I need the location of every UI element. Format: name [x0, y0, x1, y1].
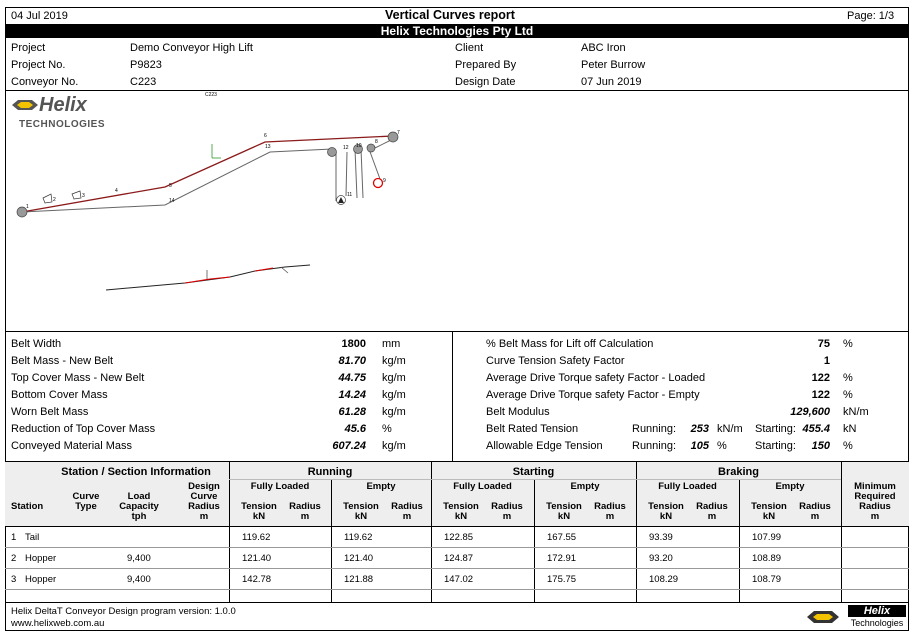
- radius-col-header: [688, 502, 736, 522]
- node-label: 11: [347, 192, 353, 198]
- row-tension: 172.91: [547, 553, 577, 564]
- return-strand: [22, 149, 332, 212]
- row-tension: 121.40: [344, 553, 374, 564]
- param-label: Bottom Cover Mass: [11, 389, 108, 401]
- header-line: Tension: [443, 501, 479, 512]
- row-tension: 93.20: [649, 553, 673, 564]
- header-line: m: [707, 511, 717, 522]
- header-line: kN: [354, 511, 368, 522]
- header-line: Radius: [594, 501, 626, 512]
- curve-type-header: [64, 492, 108, 512]
- param-unit: %: [843, 338, 853, 350]
- param-value: 1800: [341, 338, 366, 350]
- header-line: kN: [557, 511, 571, 522]
- tension-col-header: [233, 502, 285, 522]
- table-sub-divider: [229, 479, 841, 480]
- param-value: 44.75: [338, 372, 366, 384]
- tension-profile-marker: [281, 267, 288, 273]
- report-date: 04 Jul 2019: [11, 10, 68, 22]
- row-tension: 167.55: [547, 532, 577, 543]
- header-line: Tension: [241, 501, 277, 512]
- divider: [452, 331, 453, 461]
- rated-starting-unit: kN: [843, 423, 857, 435]
- row-tension: 107.99: [752, 532, 782, 543]
- table-col-divider: [534, 479, 535, 602]
- param-unit: %: [843, 372, 853, 384]
- company-banner: Helix Technologies Pty Ltd: [5, 24, 909, 38]
- param-label: Belt Mass - New Belt: [11, 355, 114, 367]
- divider: [5, 331, 909, 332]
- param-unit: kg/m: [382, 406, 406, 418]
- braking-empty: Empty: [775, 481, 805, 492]
- client-label: Client: [455, 42, 484, 54]
- header-line: Curve: [190, 491, 218, 502]
- table-col-divider: [331, 479, 332, 602]
- prepared-by-label: Prepared By: [455, 59, 517, 71]
- tension-col-header: [335, 502, 387, 522]
- header-line: Radius: [289, 501, 321, 512]
- load-capacity-header: [114, 492, 164, 522]
- param-value: 122: [811, 389, 830, 401]
- header-line: m: [502, 511, 512, 522]
- running-group-header: Running: [307, 466, 353, 478]
- tension-profile-highlight: [255, 268, 273, 271]
- rated-running-unit: kN/m: [717, 423, 743, 435]
- header-line: m: [300, 511, 310, 522]
- param-value: 122: [811, 372, 830, 384]
- header-line: kN: [454, 511, 468, 522]
- param-value: 1: [823, 355, 830, 367]
- rated-starting-label: Starting:: [755, 423, 796, 435]
- header-line: m: [402, 511, 412, 522]
- node-label: 1: [26, 204, 29, 210]
- table-row-divider: [5, 589, 909, 590]
- station-group-header: Station / Section Information: [61, 466, 211, 478]
- tension-col-header: [435, 502, 487, 522]
- header-line: kN: [659, 511, 673, 522]
- param-label: % Belt Mass for Lift off Calculation: [486, 338, 654, 350]
- running-fully-loaded: Fully Loaded: [250, 481, 310, 492]
- param-unit: mm: [382, 338, 401, 350]
- prepared-by-value: Peter Burrow: [581, 59, 646, 71]
- row-tension: 124.87: [444, 553, 474, 564]
- row-tension: 108.89: [752, 553, 782, 564]
- header-line: m: [605, 511, 615, 522]
- take-up-line-far2: [361, 149, 363, 198]
- row-tension: 142.78: [242, 574, 272, 585]
- table-row-divider: [5, 547, 909, 548]
- station-col-header: Station: [11, 501, 44, 512]
- param-value: 45.6: [344, 423, 366, 435]
- rated-running-value: 253: [690, 423, 709, 435]
- param-unit: %: [382, 423, 392, 435]
- row-station-no: 1: [11, 532, 17, 543]
- project-no-value: P9823: [130, 59, 162, 71]
- param-label: Curve Tension Safety Factor: [486, 355, 625, 367]
- node-label: 9: [383, 178, 386, 184]
- header-line: m: [810, 511, 820, 522]
- row-tension: 93.39: [649, 532, 673, 543]
- edge-running-unit: %: [717, 440, 727, 452]
- project-no-label: Project No.: [11, 59, 66, 71]
- header-line: Capacity: [119, 501, 159, 512]
- param-value: 81.70: [338, 355, 366, 367]
- param-label: Reduction of Top Cover Mass: [11, 423, 156, 435]
- row-tension: 147.02: [444, 574, 474, 585]
- min-radius-header: [841, 482, 909, 522]
- take-up-line-right: [346, 152, 347, 196]
- param-label: Worn Belt Mass: [11, 406, 89, 418]
- node-label: 13: [265, 144, 271, 150]
- footer-logo-icon: [807, 609, 839, 625]
- edge-starting-value: 150: [811, 440, 830, 452]
- conveyor-no-label: Conveyor No.: [11, 76, 79, 88]
- starting-empty: Empty: [570, 481, 600, 492]
- param-label: Belt Modulus: [486, 406, 550, 418]
- hopper-icon: [72, 191, 81, 199]
- divider: [5, 602, 909, 603]
- radius-col-header: [791, 502, 839, 522]
- tension-profile-line: [106, 265, 310, 290]
- header-line: Radius: [859, 501, 891, 512]
- design-date-value: 07 Jun 2019: [581, 76, 642, 88]
- param-label: Belt Width: [11, 338, 62, 350]
- hopper-icon: [43, 194, 52, 203]
- rated-running-label: Running:: [632, 423, 677, 435]
- radius-col-header: [383, 502, 431, 522]
- snub-pulley-icon: [367, 144, 375, 152]
- project-value: Demo Conveyor High Lift: [130, 42, 253, 54]
- helix-logo-name: Helix: [39, 94, 87, 116]
- divider: [5, 461, 909, 462]
- radius-col-header: [483, 502, 531, 522]
- param-value: 129,600: [790, 406, 830, 418]
- header-line: Radius: [799, 501, 831, 512]
- conveyor-no-value: C223: [130, 76, 157, 88]
- row-tension: 108.79: [752, 574, 782, 585]
- row-station-name: Tail: [25, 532, 40, 543]
- param-unit: kg/m: [382, 355, 406, 367]
- node-label: 2: [53, 197, 56, 203]
- design-radius-header: [180, 482, 228, 522]
- header-line: Radius: [188, 501, 220, 512]
- header-line: Tension: [343, 501, 379, 512]
- param-value: 75: [817, 338, 830, 350]
- row-tension: 175.75: [547, 574, 577, 585]
- radius-col-header: [281, 502, 329, 522]
- project-label: Project: [11, 42, 46, 54]
- param-unit: %: [843, 389, 853, 401]
- header-line: Radius: [391, 501, 423, 512]
- report-title: Vertical Curves report: [385, 8, 515, 22]
- tension-col-header: [640, 502, 692, 522]
- node-label: 10: [356, 143, 362, 149]
- starting-fully-loaded: Fully Loaded: [453, 481, 512, 492]
- node-label: 12: [343, 145, 349, 151]
- header-line: Radius: [491, 501, 523, 512]
- starting-group-header: Starting: [512, 466, 555, 478]
- edge-running-value: 105: [690, 440, 709, 452]
- row-station-name: Hopper: [25, 553, 57, 564]
- footer-version: Helix DeltaT Conveyor Design program version: 1.0.0: [11, 606, 236, 617]
- diagram-title: C223: [205, 92, 217, 98]
- tension-col-header: [743, 502, 795, 522]
- header-line: tph: [131, 511, 147, 522]
- row-tension: 108.29: [649, 574, 679, 585]
- conveyor-profile-diagram: [5, 91, 450, 331]
- tension-col-header: [538, 502, 590, 522]
- page-number: Page: 1/3: [847, 10, 895, 22]
- param-label: Average Drive Torque safety Factor - Loaded: [486, 372, 706, 384]
- drive-pulley-icon: [374, 179, 383, 188]
- header-line: m: [870, 511, 880, 522]
- header-line: kN: [762, 511, 776, 522]
- edge-starting-unit: %: [843, 440, 853, 452]
- footer-logo-sub: Technologies: [850, 618, 904, 628]
- take-up-line-far: [355, 149, 357, 198]
- braking-fully-loaded: Fully Loaded: [658, 481, 717, 492]
- node-label: 8: [375, 139, 378, 145]
- param-value: 607.24: [332, 440, 366, 452]
- row-tension: 119.62: [344, 532, 373, 543]
- param-label: Average Drive Torque safety Factor - Empty: [486, 389, 700, 401]
- header-line: Tension: [751, 501, 787, 512]
- helix-logo-sub: TECHNOLOGIES: [19, 119, 106, 130]
- braking-group-header: Braking: [718, 466, 759, 478]
- row-tension: 122.85: [444, 532, 474, 543]
- param-unit: kg/m: [382, 389, 406, 401]
- header-line: Curve: [72, 491, 100, 502]
- header-line: kN: [252, 511, 266, 522]
- footer-logo-name: Helix: [848, 605, 906, 617]
- header-line: Type: [75, 501, 97, 512]
- row-tension: 121.88: [344, 574, 374, 585]
- param-unit: kg/m: [382, 440, 406, 452]
- header-line: Load: [127, 491, 151, 502]
- param-label: Top Cover Mass - New Belt: [11, 372, 145, 384]
- row-station-no: 2: [11, 553, 17, 564]
- node-label: 3: [82, 193, 85, 199]
- node-label: 6: [264, 133, 267, 139]
- running-empty: Empty: [366, 481, 396, 492]
- header-line: Tension: [648, 501, 684, 512]
- bend-pulley-icon: [328, 148, 337, 157]
- param-value: 14.24: [338, 389, 366, 401]
- node-label: 7: [397, 130, 400, 136]
- row-load-capacity: 9,400: [127, 574, 151, 585]
- node-label: 14: [169, 198, 175, 204]
- row-station-no: 3: [11, 574, 17, 585]
- edge-tension-label: Allowable Edge Tension: [486, 440, 603, 452]
- param-label: Conveyed Material Mass: [11, 440, 133, 452]
- node-label: 5: [169, 183, 172, 189]
- param-unit: kN/m: [843, 406, 869, 418]
- edge-running-label: Running:: [632, 440, 677, 452]
- header-line: Radius: [696, 501, 728, 512]
- row-load-capacity: 9,400: [127, 553, 151, 564]
- radius-col-header: [586, 502, 634, 522]
- divider: [5, 526, 909, 527]
- table-row-divider: [5, 568, 909, 569]
- param-unit: kg/m: [382, 372, 406, 384]
- header-line: Design: [188, 481, 220, 492]
- footer-url: www.helixweb.com.au: [11, 618, 105, 629]
- drive-line: [369, 149, 380, 179]
- row-station-name: Hopper: [25, 574, 57, 585]
- node-label: 4: [115, 188, 118, 194]
- header-line: Tension: [546, 501, 582, 512]
- header-line: Minimum: [854, 481, 896, 492]
- table-col-divider: [739, 479, 740, 602]
- design-date-label: Design Date: [455, 76, 516, 88]
- rated-tension-label: Belt Rated Tension: [486, 423, 579, 435]
- param-value: 61.28: [338, 406, 366, 418]
- header-line: m: [199, 511, 209, 522]
- row-tension: 119.62: [242, 532, 271, 543]
- header-line: Required: [854, 491, 896, 502]
- edge-starting-label: Starting:: [755, 440, 796, 452]
- client-value: ABC Iron: [581, 42, 626, 54]
- rated-starting-value: 455.4: [802, 423, 830, 435]
- row-tension: 121.40: [242, 553, 272, 564]
